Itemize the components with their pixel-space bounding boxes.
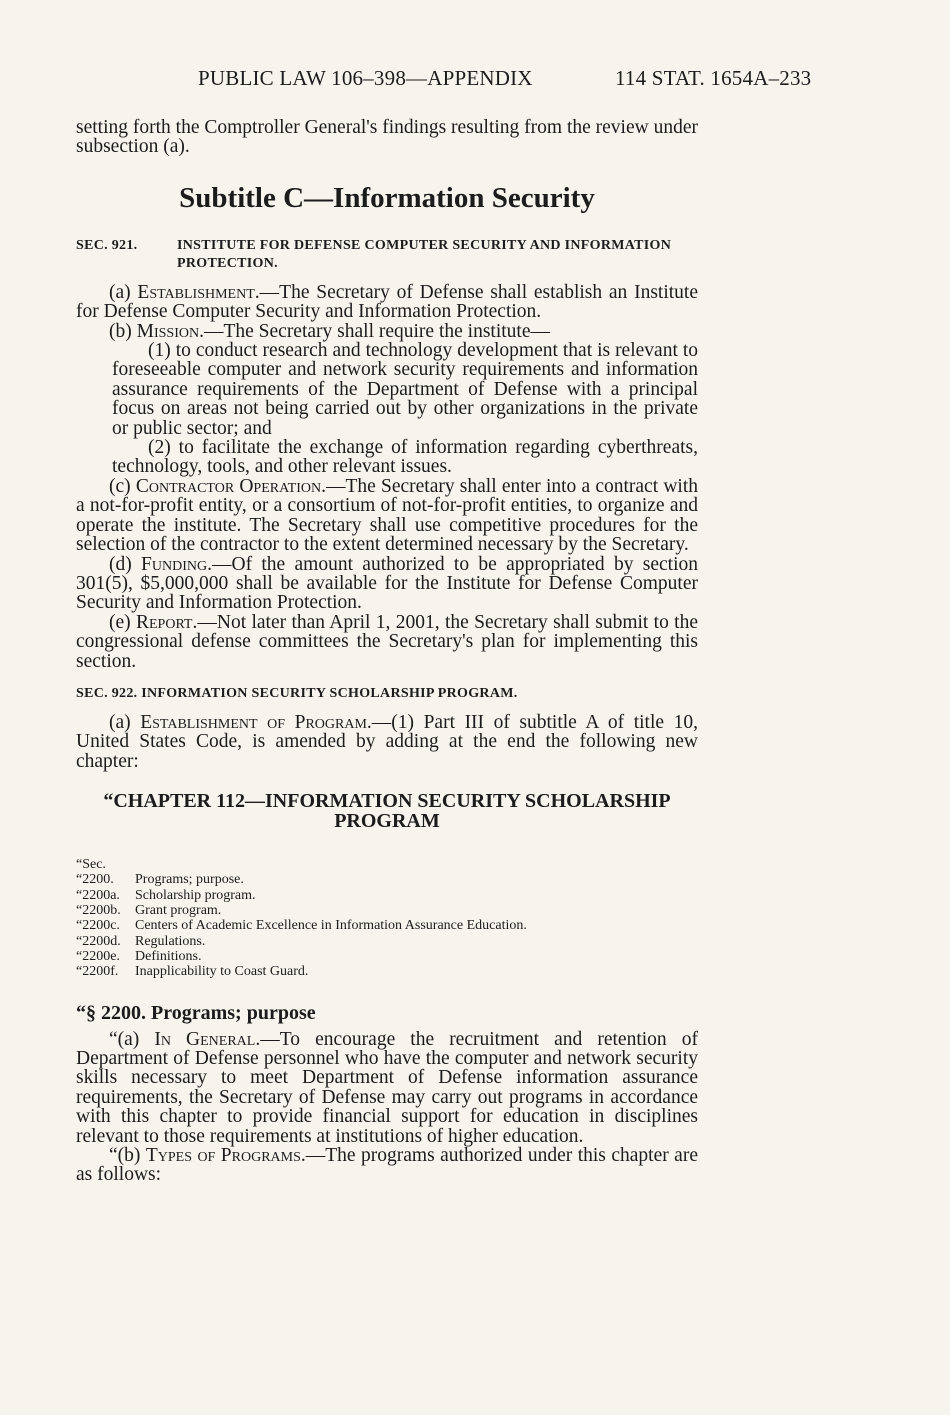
subsection-text: .—The Secretary of Defense shall establish an Institute for Defense Computer Security and Information Protection. (76, 281, 698, 323)
section-921-subsection-b (76, 322, 698, 341)
subsection-text: .—(1) Part III of subtitle A of title 10, United States Code, is amended by adding at the end the following new chapter: (76, 711, 698, 772)
toc-row (76, 872, 698, 887)
subsection-text: .—The Secretary shall require the institute— (199, 320, 550, 342)
chapter-heading-line-2: PROGRAM (334, 810, 440, 833)
section-922-heading: SEC. 922. INFORMATION SECURITY SCHOLARSHIP PROGRAM. (76, 685, 518, 701)
subsection-text: .—Not later than April 1, 2001, the Secretary shall submit to the congressional defense committees the Secretary's plan for implementing this section. (76, 611, 698, 672)
section-921-subsection-d (76, 555, 698, 613)
section-2200-subsection-b (76, 1146, 698, 1185)
toc-row (76, 934, 698, 949)
subsection-label: (b) (109, 320, 137, 342)
toc-row (76, 964, 698, 979)
toc-row (76, 903, 698, 918)
toc-title: Regulations. (135, 933, 206, 949)
toc-title: Scholarship program. (135, 887, 256, 903)
subsection-label: (c) (109, 475, 136, 497)
section-921-heading (76, 237, 698, 273)
toc-number: “2200f. (76, 964, 119, 980)
subsection-label: “(a) (109, 1028, 155, 1050)
toc-number: “2200e. (76, 948, 120, 964)
subsection-caption: Contractor Operation (135, 475, 322, 497)
subsection-text: .—The programs authorized under this chapter are as follows: (76, 1144, 698, 1186)
toc-title: Grant program. (135, 903, 222, 919)
toc-title: Inapplicability to Coast Guard. (135, 964, 309, 980)
toc-row (76, 888, 698, 903)
subsection-caption: In General (154, 1028, 256, 1050)
toc-row (76, 949, 698, 964)
toc-title: Programs; purpose. (135, 872, 244, 888)
chapter-table-of-sections (76, 857, 698, 979)
subsection-caption: Funding (141, 553, 208, 575)
section-921-paragraph-b2: (2) to facilitate the exchange of information regarding cyberthreats, technology, tools, and other relevant issues. (112, 437, 698, 478)
subsection-caption: Establishment of Program (140, 711, 367, 733)
toc-title: Centers of Academic Excellence in Information Assurance Education. (135, 918, 527, 934)
section-922-subsection-a (76, 713, 698, 771)
section-2200-subsection-a (76, 1030, 698, 1146)
toc-number: “2200b. (76, 903, 121, 919)
section-921-subsection-e (76, 613, 698, 671)
toc-header: “Sec. (76, 857, 106, 873)
subsection-label: (a) (109, 281, 138, 303)
subsection-caption: Types of Programs (145, 1144, 301, 1166)
subsection-text: .—Of the amount authorized to be appropriated by section 301(5), $5,000,000 shall be available for the Institute for Defense Computer Security and Information Protection. (76, 553, 698, 614)
subsection-label: (d) (109, 553, 142, 575)
section-921-subsection-c (76, 477, 698, 555)
chapter-heading (76, 791, 698, 831)
chapter-heading-line-1: “CHAPTER 112—INFORMATION SECURITY SCHOLARSHIP (103, 790, 671, 813)
section-921-title: INSTITUTE FOR DEFENSE COMPUTER SECURITY AND INFORMATION PROTECTION. (177, 237, 672, 271)
toc-number: “2200d. (76, 933, 121, 949)
toc-number: “2200a. (76, 887, 120, 903)
subsection-label: (e) (109, 611, 136, 633)
subsection-label: (a) (109, 711, 141, 733)
section-2200-heading: “§ 2200. Programs; purpose (76, 1001, 316, 1024)
statute-page-number: 114 STAT. 1654A–233 (615, 66, 812, 90)
toc-number: “2200. (76, 872, 114, 888)
toc-row (76, 918, 698, 933)
subsection-caption: Establishment (137, 281, 255, 303)
subsection-text: .—The Secretary shall enter into a contract with a not-for-profit entity, or a consortium of not-for-profit entities, to organize and operate the institute. The Secretary shall use competitive procedures for the selection of the contractor to the extent determined necessary by the Secretary. (76, 475, 698, 556)
toc-number: “2200c. (76, 918, 120, 934)
intro-paragraph: setting forth the Comptroller General's findings resulting from the review under subsection (a). (76, 117, 698, 158)
subsection-label: “(b) (109, 1144, 146, 1166)
section-921-paragraph-b1: (1) to conduct research and technology development that is relevant to foreseeable computer and network security requirements and information assurance requirements of the Department of Defense with a principal focus on areas not being carried out by other organizations in the private or public sector; and (112, 340, 698, 439)
section-921-label: SEC. 921. (76, 237, 138, 253)
subsection-caption: Report (135, 611, 193, 633)
subsection-text: .—To encourage the recruitment and retention of Department of Defense personnel who have the computer and network security skills necessary to meet Department of Defense information assurance requirements, the Secretary of Defense may carry out programs in accordance with this chapter to provide financial support for education in disciplines relevant to those requirements at institutions of higher education. (76, 1028, 698, 1147)
subtitle-heading: Subtitle C—Information Security (179, 181, 595, 214)
body-column (76, 118, 698, 1185)
running-head-title: PUBLIC LAW 106–398—APPENDIX (198, 66, 533, 90)
section-921-subsection-a (76, 283, 698, 322)
running-head (0, 66, 950, 96)
subsection-caption: Mission (136, 320, 200, 342)
toc-title: Definitions. (135, 948, 202, 964)
